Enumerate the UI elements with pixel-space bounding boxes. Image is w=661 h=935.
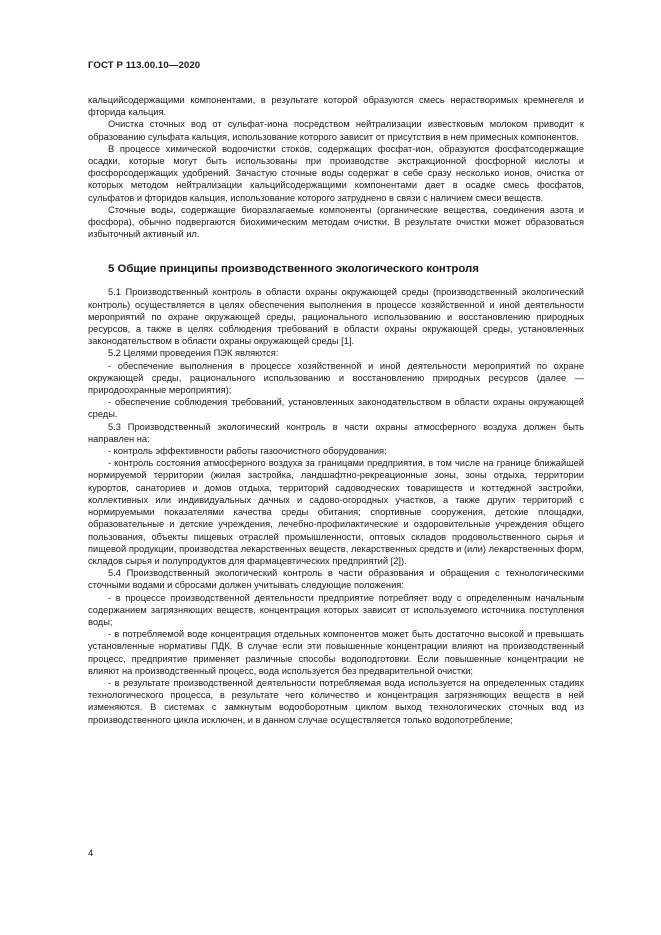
list-item: - в процессе производственной деятельности предприятие потребляет воду с определенным начальным содержанием загрязняющих веществ, концентрация которых зависит от используемого источника поступления воды;	[88, 592, 584, 627]
paragraph: В процессе химической водоочистки стоков, содержащих фосфат-ион, образуются фосфатсодержащие осадки, которые могут быть использованы при производстве экстракционной фосфорной кислоты и фосфорсодержащих удобрений. Зачастую сточные воды содержат в себе сразу несколько ионов, очистка от которых методом нейтрализации кальцийсодержащими компонентами дает в осадке смесь фосфатов, сульфатов и фторидов кальция, использование которого затруднено в связи с наличием смеси веществ.	[88, 143, 584, 203]
list-item: - контроль состояния атмосферного воздуха за границами предприятия, в том числе на границе ближайшей нормируемой территории (жилая застройка, ландшафтно-рекреационные зоны, зоны отдыха, территории курортов, санаториев и домов отдыха, территорий садоводческих товариществ и коттеджной застройки, коллективных или индивидуальных дачных и садово-огородных участков, а также других территорий с нормируемыми показателями качества среды обитания; спортивные сооружения, детские площадки, образовательные и детские учреждения, лечебно-профилактические и оздоровительные учреждения общего пользования, объекты пищевых отраслей промышленности, оптовых складов продовольственного сырья и пищевой продукции, производства лекарственных веществ, лекарственных средств и (или) лекарственных форм, складов сырья и полупродуктов для фармацевтических предприятий [2]).	[88, 458, 584, 566]
clause-5-2: 5.2 Целями проведения ПЭК являются:	[108, 348, 279, 359]
document-header: ГОСТ Р 113.00.10—2020	[88, 60, 201, 71]
list-item: - обеспечение выполнения в процессе хозяйственной и иной деятельности мероприятий по охране окружающей среды, рационального использованию и восстановлению природных ресурсов (далее — природоохранные мероприятия);	[88, 360, 584, 396]
paragraph: Сточные воды, содержащие биоразлагаемые компоненты (органические вещества, соединения азота и фосфора), обычно подвергаются биохимическим методам очистки. В результате очистки может образоваться избыточный активный ил.	[88, 204, 584, 240]
document-body	[88, 94, 584, 726]
list-item: - обеспечение соблюдения требований, установленных законодательством в области охраны окружающей среды.	[88, 397, 584, 420]
page-number: 4	[88, 848, 94, 859]
clause-5-1: 5.1 Производственный контроль в области охраны окружающей среды (производственный экологический контроль) осуществляется в целях обеспечения выполнения в процессе хозяйственной и иной деятельности мероприятий по охране окружающей среды, рационального использованию и восстановлению природных ресурсов, а также в целях соблюдения требований в области охраны окружающей среды, установленных законодательством в области охраны окружающей среды [1].	[88, 287, 584, 347]
section-title: 5 Общие принципы производственного экологического контроля	[108, 263, 479, 276]
clause-5-4: 5.4 Производственный экологический контроль в части образования и обращения с технологическими сточными водами и сбросами должен учитывать следующие положения:	[88, 568, 584, 591]
clause-5-3: 5.3 Производственный экологический контроль в части охраны атмосферного воздуха должен быть направлен на:	[88, 421, 584, 444]
paragraph: Очистка сточных вод от сульфат-иона посредством нейтрализации известковым молоком приводит к образованию сульфата кальция, использование которого зависит от присутствия в нем примесных компонентов.	[88, 119, 584, 142]
list-item: - в результате производственной деятельности потребляемая вода используется на определенных стадиях технологического процесса, в результате чего количество и концентрация загрязняющих веществ в ней изменяются. В системах с замкнутым водооборотным циклом выход технологических сточных вод из производственного цикла исключен, и в данном случае осуществляется только водопотребление;	[88, 677, 584, 725]
list-item: - контроль эффективности работы газоочистного оборудования;	[108, 446, 387, 457]
list-item: - в потребляемой воде концентрация отдельных компонентов может быть достаточно высокой и превышать установленные нормативы ПДК. В случае если эти повышенные концентрации влияют на производственный процесс, предприятие применяет различные способы водоподготовки. Если повышенные концентрации не влияют на производственный процесс, вода используется без предварительной очистки;	[88, 629, 584, 676]
paragraph: кальцийсодержащими компонентами, в результате которой образуются смесь нерастворимых кремнегеля и фторида кальция.	[88, 95, 584, 118]
